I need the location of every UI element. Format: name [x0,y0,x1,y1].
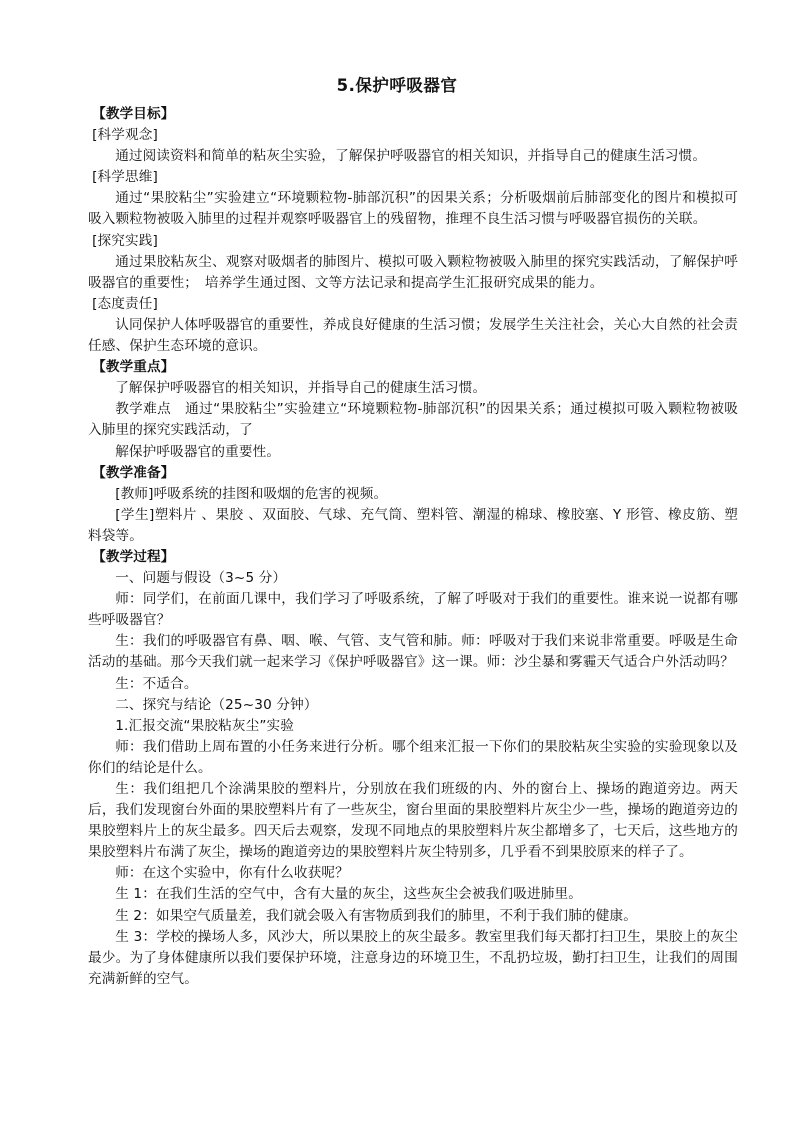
subsection-heading: 1.汇报交流“果胶粘灰尘”实验 [115,717,295,734]
subheading-science-thinking: [科学思维] [92,169,158,186]
subsection-heading: 二、探究与结论（25~30 分钟） [115,696,318,713]
dialogue-line: 生 3：学校的操场人多，风沙大，所以果胶上的灰尘最多。教室里我们每天都打扫卫生，果胶上的灰尘最少。为了身体健康所以我们要保护环境，注意身边的环境卫生，不乱扔垃圾，勤打扫卫生，让我们的周围充满新鲜的空气。 [88,928,738,987]
section-heading-key-points: 【教学重点】 [92,359,175,376]
paragraph: 通过“果胶粘尘”实验建立“环境颗粒物-肺部沉积”的因果关系；分析吸烟前后肺部变化的图片和模拟可吸入颗粒物被吸入肺里的过程并观察呼吸器官上的残留物，推理不良生活习惯与呼吸器官损伤的关联。 [88,190,738,228]
dialogue-line: 生 2：如果空气质量差，我们就会吸入有害物质到我们的肺里，不利于我们肺的健康。 [115,907,637,924]
paragraph: 通过果胶粘灰尘、观察对吸烟者的肺图片、模拟可吸入颗粒物被吸入肺里的探究实践活动，了解保护呼吸器官的重要性； 培养学生通过图、文等方法记录和提高学生汇报研究成果的能力。 [88,253,738,291]
paragraph: 通过阅读资料和简单的粘灰尘实验，了解保护呼吸器官的相关知识，并指导自己的健康生活习惯。 [115,148,707,165]
dialogue-line: 生：我们组把几个涂满果胶的塑料片，分别放在我们班级的内、外的窗台上、操场的跑道旁边。两天后，我们发现窗台外面的果胶塑料片有了一些灰尘，窗台里面的果胶塑料片灰尘少一些，操场的跑道旁边的果胶塑料片上的灰尘最多。四天后去观察，发现不同地点的果胶塑料片灰尘都增多了，七天后，这些地方的果胶塑料片布满了灰尘，操场的跑道旁边的果胶塑料片灰尘特别多，几乎看不到果胶原来的样子了。 [88,781,738,861]
section-heading-preparation: 【教学准备】 [92,464,175,481]
paragraph-teacher-materials: [教师]呼吸系统的挂图和吸烟的危害的视频。 [115,485,388,502]
dialogue-line: 生：不适合。 [115,675,198,692]
paragraph: 了解保护呼吸器官的相关知识，并指导自己的健康生活习惯。 [115,380,487,397]
dialogue-line: 生 1：在我们生活的空气中，含有大量的灰尘，这些灰尘会被我们吸进肺里。 [115,886,582,903]
document-body [88,104,738,990]
paragraph: 认同保护人体呼吸器官的重要性，养成良好健康的生活习惯；发展学生关注社会，关心大自然的社会责任感、保护生态环境的意识。 [88,316,738,355]
subsection-heading: 一、问题与假设（3~5 分） [115,570,287,587]
section-heading-process: 【教学过程】 [92,548,175,565]
dialogue-line: 师：同学们，在前面几课中，我们学习了呼吸系统，了解了呼吸对于我们的重要性。谁来说一说都有哪些呼吸器官？ [88,591,738,629]
dialogue-line: 师：在这个实验中，你有什么收获呢？ [115,865,349,882]
subheading-science-concept: [科学观念] [92,127,158,144]
paragraph-difficulty: 教学难点 通过“果胶粘尘”实验建立“环境颗粒物-肺部沉积”的因果关系；通过模拟可吸入颗粒物被吸入肺里的探究实践活动，了 [88,401,738,439]
paragraph-student-materials: [学生]塑料片 、果胶 、双面胶、气球、充气筒、塑料管、潮湿的棉球、橡胶塞、Y 形管、橡皮筋、塑料袋等。 [88,506,738,544]
page-title: 5.保护呼吸器官 [336,76,458,95]
section-heading-objectives: 【教学目标】 [92,106,175,122]
dialogue-line: 生：我们的呼吸器官有鼻、咽、喉、气管、支气管和肺。师：呼吸对于我们来说非常重要。呼吸是生命活动的基础。那今天我们就一起来学习《保护呼吸器官》这一课。师：沙尘暴和雾霾天气适合户外活动吗？ [88,633,738,671]
subheading-inquiry-practice: [探究实践] [92,232,158,249]
dialogue-line: 师：我们借助上周布置的小任务来进行分析。哪个组来汇报一下你们的果胶粘灰尘实验的实验现象以及你们的结论是什么。 [88,738,738,776]
paragraph: 解保护呼吸器官的重要性。 [115,443,281,460]
subheading-attitude: [态度责任] [92,295,158,312]
